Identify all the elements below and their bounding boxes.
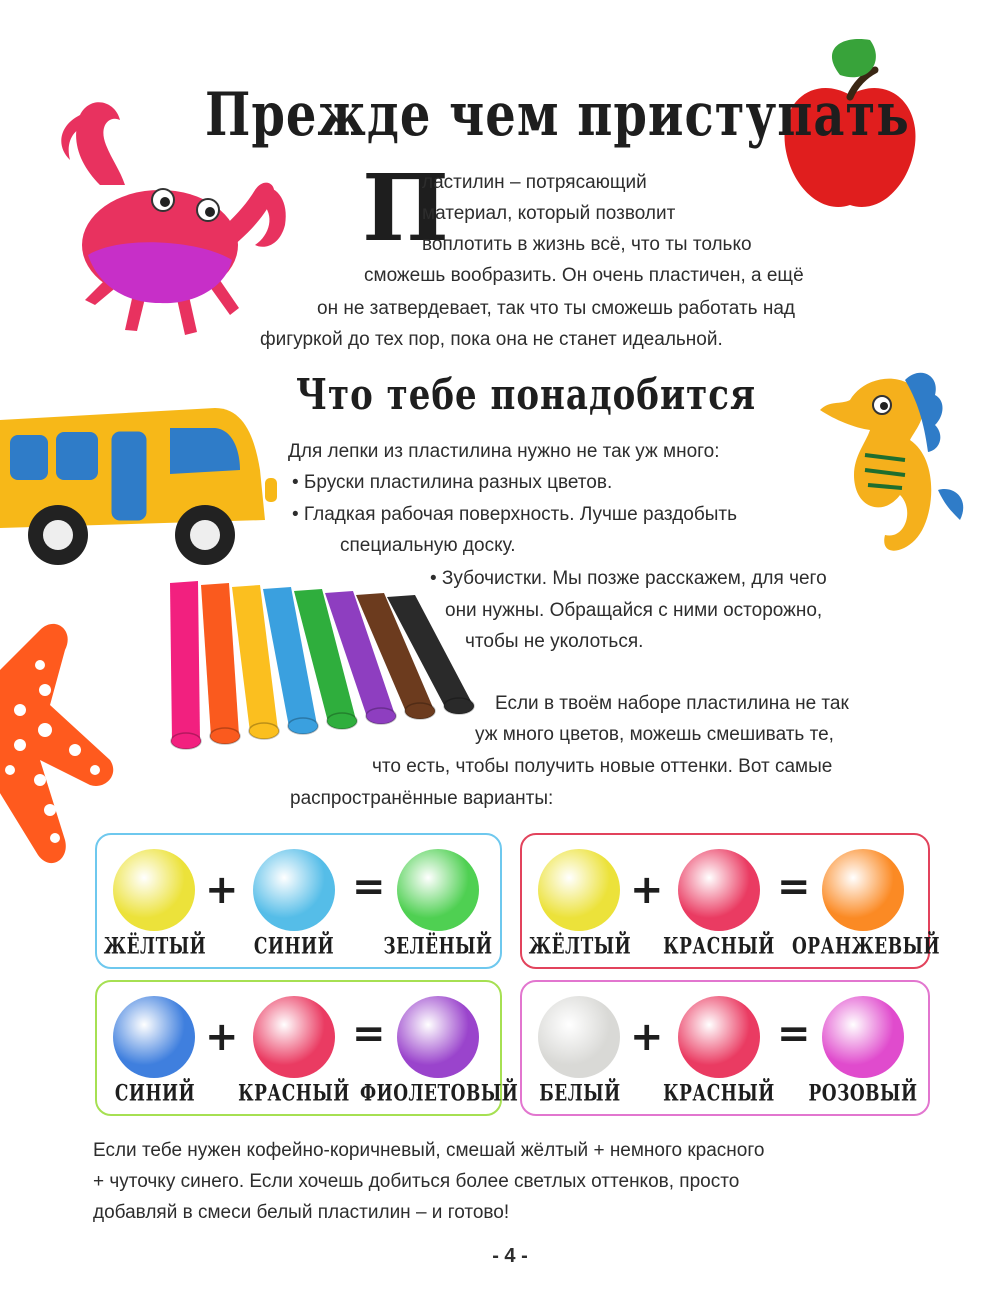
color-ball-b — [253, 996, 335, 1078]
mix-intro-line: Если в твоём наборе пластилина не так — [495, 693, 849, 714]
bullet-item: • Зубочистки. Мы позже расскажем, для чего — [430, 568, 827, 589]
intro-line: воплотить в жизнь всё, что ты только — [422, 234, 752, 255]
color-ball-result — [397, 996, 479, 1078]
label-result: РОЗОВЫЙ — [808, 1081, 918, 1107]
drop-cap: П — [362, 154, 449, 262]
color-ball-result — [822, 849, 904, 931]
label-result: ЗЕЛЁНЫЙ — [383, 934, 493, 960]
mix-box-blue-red — [95, 980, 519, 1116]
plasticine-stick — [201, 583, 240, 744]
color-ball-result — [397, 849, 479, 931]
color-ball-a — [538, 996, 620, 1078]
mix-intro-line: распространённые варианты: — [290, 788, 554, 809]
color-ball-b — [678, 996, 760, 1078]
equals-sign: = — [352, 1011, 386, 1057]
label-a: БЕЛЫЙ — [539, 1081, 621, 1107]
bus-illustration — [0, 400, 285, 575]
equals-sign: = — [352, 864, 386, 910]
plus-sign: + — [630, 1014, 664, 1060]
color-ball-a — [538, 849, 620, 931]
color-ball-b — [253, 849, 335, 931]
seahorse-illustration — [810, 360, 980, 570]
footer-line: Если тебе нужен кофейно-коричневый, смешай жёлтый + немного красного — [93, 1140, 765, 1161]
color-ball-result — [822, 996, 904, 1078]
label-result: ОРАНЖЕВЫЙ — [792, 934, 941, 960]
label-b: КРАСНЫЙ — [663, 1081, 775, 1107]
mix-box-yellow-red — [520, 833, 941, 969]
plus-sign: + — [630, 867, 664, 913]
label-result: ФИОЛЕТОВЫЙ — [360, 1081, 519, 1107]
page-title: Прежде чем приступать — [205, 80, 910, 150]
section-heading: Что тебе понадобится — [296, 370, 757, 420]
footer-line: добавляй в смеси белый пластилин – и готово! — [93, 1202, 510, 1223]
bullet-item: • Бруски пластилина разных цветов. — [292, 472, 613, 493]
plus-sign: + — [205, 867, 239, 913]
intro-line: он не затвердевает, так что ты сможешь работать над — [317, 298, 795, 319]
footer-line: + чуточку синего. Если хочешь добиться более светлых оттенков, просто — [93, 1171, 740, 1192]
label-b: КРАСНЫЙ — [238, 1081, 350, 1107]
equals-sign: = — [777, 864, 811, 910]
mix-intro-line: уж много цветов, можешь смешивать те, — [475, 724, 834, 745]
intro-line: фигуркой до тех пор, пока она не станет идеальной. — [260, 329, 723, 350]
section-lead: Для лепки из пластилина нужно не так уж много: — [288, 441, 720, 462]
bullet-item-cont: чтобы не уколоться. — [465, 631, 644, 652]
mix-box-yellow-blue — [95, 833, 502, 969]
intro-line: материал, который позволит — [422, 203, 676, 224]
label-a: ЖЁЛТЫЙ — [528, 934, 632, 960]
equals-sign: = — [777, 1011, 811, 1057]
color-ball-b — [678, 849, 760, 931]
plus-sign: + — [205, 1014, 239, 1060]
plasticine-sticks-illustration — [160, 565, 480, 765]
color-ball-a — [113, 996, 195, 1078]
bullet-item: • Гладкая рабочая поверхность. Лучше раздобыть — [292, 504, 738, 525]
label-b: КРАСНЫЙ — [663, 934, 775, 960]
mix-box-white-red — [520, 980, 930, 1116]
plasticine-stick — [170, 581, 201, 749]
page-number: - 4 - — [492, 1245, 528, 1267]
mix-intro-line: что есть, чтобы получить новые оттенки. Вот самые — [372, 756, 833, 777]
label-b: СИНИЙ — [253, 934, 335, 960]
label-a: СИНИЙ — [114, 1081, 196, 1107]
bullet-item-cont: они нужны. Обращайся с ними осторожно, — [445, 600, 823, 621]
intro-line: сможешь вообразить. Он очень пластичен, а ещё — [364, 265, 804, 286]
color-ball-a — [113, 849, 195, 931]
bullet-item-cont: специальную доску. — [340, 535, 516, 556]
intro-line: ластилин – потрясающий — [422, 172, 647, 193]
label-a: ЖЁЛТЫЙ — [103, 934, 207, 960]
